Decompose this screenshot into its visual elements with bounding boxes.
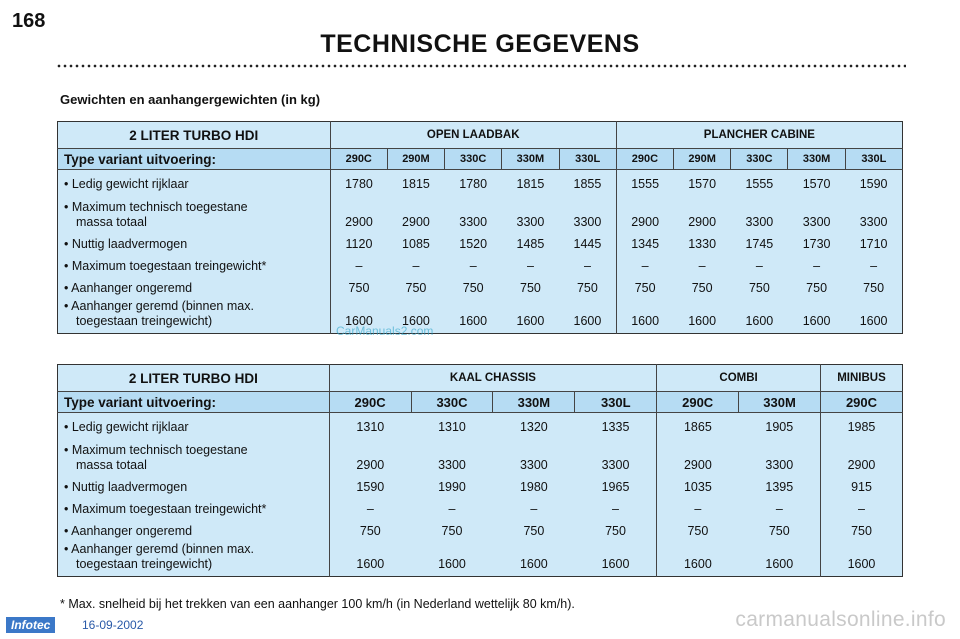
variant-cell: 290C bbox=[657, 392, 739, 413]
weights-table-open-laadbak-plancher-cabine bbox=[57, 121, 903, 334]
value-cell: 1815 bbox=[402, 176, 430, 191]
variant-cell: 330C bbox=[731, 149, 788, 170]
table-row bbox=[58, 473, 903, 495]
value-cell: 1600 bbox=[402, 314, 430, 328]
row-label-line: • Nuttig laadvermogen bbox=[64, 236, 188, 251]
row-label-line: • Aanhanger ongeremd bbox=[64, 523, 193, 538]
row-label bbox=[58, 473, 330, 495]
variant-cell: 330C bbox=[445, 149, 502, 170]
value-cell: 915 bbox=[851, 479, 872, 494]
value-cell: 750 bbox=[520, 280, 541, 295]
value-cell: 3300 bbox=[459, 214, 488, 229]
value-cell: 750 bbox=[523, 523, 545, 538]
value-cell: 1815 bbox=[516, 176, 545, 191]
variant-cell: 330L bbox=[575, 392, 657, 413]
table-row bbox=[58, 252, 903, 274]
value-cell: 1345 bbox=[631, 236, 660, 251]
table-row bbox=[58, 192, 903, 230]
row-label-line: • Nuttig laadvermogen bbox=[64, 479, 188, 494]
variant-cell: 290C bbox=[330, 149, 387, 170]
table-row bbox=[58, 274, 903, 296]
table-row bbox=[58, 230, 903, 252]
watermark-carmanuals: CarManuals2.com bbox=[336, 324, 434, 338]
row-label bbox=[58, 274, 331, 296]
value-cell: 1780 bbox=[345, 176, 373, 191]
row-label bbox=[58, 517, 330, 539]
row-label bbox=[58, 413, 330, 435]
value-cell: 1485 bbox=[516, 236, 545, 251]
value-cell: 1600 bbox=[683, 557, 712, 571]
value-cell: 1710 bbox=[859, 236, 888, 251]
value-cell: – bbox=[366, 501, 374, 516]
value-cell: 750 bbox=[559, 274, 616, 296]
row-label bbox=[58, 252, 331, 274]
value-cell: 750 bbox=[575, 517, 657, 539]
row-label bbox=[58, 296, 331, 334]
value-cell: 3300 bbox=[859, 214, 888, 229]
value-cell: 1600 bbox=[745, 314, 774, 328]
row-label-line: massa totaal bbox=[76, 214, 147, 229]
row-label-line: • Maximum technisch toegestane bbox=[64, 199, 248, 214]
value-cell: 1085 bbox=[402, 236, 430, 251]
page-number: 168 bbox=[12, 10, 46, 32]
value-cell: 2900 bbox=[683, 457, 712, 472]
variant-cell: 330L bbox=[845, 149, 902, 170]
value-cell: 750 bbox=[806, 280, 828, 295]
value-cell: 750 bbox=[691, 280, 713, 295]
page-title: TECHNISCHE GEGEVENS bbox=[320, 30, 640, 58]
variant-cell: 290M bbox=[674, 149, 731, 170]
site-watermark: carmanualsonline.info bbox=[735, 608, 946, 631]
value-cell: – bbox=[813, 258, 821, 273]
row-label-line: • Maximum toegestaan treingewicht* bbox=[64, 501, 267, 516]
group-header-kaal-chassis: KAAL CHASSIS bbox=[329, 365, 657, 392]
value-cell: 2900 bbox=[402, 214, 430, 229]
value-cell: 1980 bbox=[519, 479, 548, 494]
value-cell: 1865 bbox=[683, 419, 712, 434]
value-cell: – bbox=[755, 258, 763, 273]
value-cell: 3300 bbox=[516, 214, 545, 229]
value-cell: 1745 bbox=[745, 236, 774, 251]
value-cell: 750 bbox=[687, 523, 709, 538]
value-cell: 1330 bbox=[688, 236, 717, 251]
value-cell: 3300 bbox=[739, 435, 821, 473]
value-cell: – bbox=[448, 501, 456, 516]
value-cell: 1035 bbox=[683, 479, 712, 494]
value-cell: – bbox=[526, 258, 534, 273]
value-cell: 750 bbox=[748, 280, 770, 295]
value-cell: – bbox=[858, 501, 865, 516]
row-label-line: • Maximum toegestaan treingewicht* bbox=[64, 258, 267, 273]
value-cell: 1855 bbox=[559, 170, 616, 192]
row-label-line: • Maximum technisch toegestane bbox=[64, 442, 248, 457]
value-cell: 1600 bbox=[459, 314, 488, 328]
variant-cell: 330L bbox=[559, 149, 616, 170]
value-cell: – bbox=[870, 258, 878, 273]
row-label-line: • Aanhanger ongeremd bbox=[64, 280, 193, 295]
table-row bbox=[58, 495, 903, 517]
value-cell: – bbox=[739, 495, 821, 517]
variant-cell: 290C bbox=[616, 149, 673, 170]
row-label-line: toegestaan treingewicht) bbox=[76, 557, 213, 571]
footnote: * Max. snelheid bij het trekken van een aanhanger 100 km/h (in Nederland wettelijk 80 km/h). bbox=[60, 597, 575, 611]
value-cell: 1600 bbox=[575, 539, 657, 577]
row-label bbox=[58, 435, 330, 473]
value-cell: – bbox=[559, 252, 616, 274]
value-cell: 1590 bbox=[859, 176, 888, 191]
value-cell: 750 bbox=[634, 280, 656, 295]
table-row bbox=[58, 170, 903, 192]
value-cell: 1600 bbox=[438, 557, 466, 571]
value-cell: 1985 bbox=[847, 419, 876, 434]
value-cell: 750 bbox=[405, 280, 427, 295]
value-cell: – bbox=[412, 258, 420, 273]
row-label bbox=[58, 170, 331, 192]
value-cell: 3300 bbox=[802, 214, 831, 229]
value-cell: 1120 bbox=[345, 236, 373, 251]
variant-cell: 330M bbox=[502, 149, 559, 170]
value-cell: 750 bbox=[863, 280, 885, 295]
infotec-logo: Infotec bbox=[6, 617, 55, 633]
value-cell: 1600 bbox=[859, 314, 888, 328]
value-cell: 1600 bbox=[519, 557, 548, 571]
value-cell: 1600 bbox=[345, 314, 373, 328]
section-subtitle: Gewichten en aanhangergewichten (in kg) bbox=[60, 92, 321, 107]
value-cell: 1600 bbox=[802, 314, 831, 328]
value-cell: 1445 bbox=[559, 230, 616, 252]
value-cell: 750 bbox=[441, 523, 463, 538]
variant-cell: 330M bbox=[739, 392, 821, 413]
variant-header-row bbox=[58, 149, 903, 170]
row-label bbox=[58, 539, 330, 577]
value-cell: 1730 bbox=[802, 236, 831, 251]
table-row bbox=[58, 517, 903, 539]
table1-body bbox=[58, 170, 903, 334]
variant-label: Type variant uitvoering: bbox=[58, 149, 331, 170]
value-cell: 750 bbox=[851, 523, 872, 538]
value-cell: 3300 bbox=[519, 457, 548, 472]
value-cell: 1320 bbox=[519, 419, 548, 434]
variant-cell: 330C bbox=[411, 392, 493, 413]
value-cell: 1335 bbox=[575, 413, 657, 435]
value-cell: 1600 bbox=[631, 314, 660, 328]
value-cell: 1990 bbox=[438, 479, 466, 494]
value-cell: 2900 bbox=[688, 214, 717, 229]
group-header-plancher-cabine: PLANCHER CABINE bbox=[616, 122, 902, 149]
row-label-line: • Aanhanger geremd (binnen max. bbox=[64, 299, 254, 313]
table2-body bbox=[58, 413, 903, 577]
dotted-divider bbox=[56, 64, 906, 68]
variant-cell: 290C bbox=[820, 392, 902, 413]
value-cell: 1570 bbox=[688, 176, 717, 191]
variant-cell: 330M bbox=[788, 149, 845, 170]
value-cell: 3300 bbox=[559, 192, 616, 230]
value-cell: 2900 bbox=[847, 457, 876, 472]
row-label-line: • Ledig gewicht rijklaar bbox=[64, 419, 189, 434]
value-cell: 1310 bbox=[356, 419, 385, 434]
weights-table-kaal-chassis-combi-minibus bbox=[57, 364, 903, 577]
group-header-minibus: MINIBUS bbox=[820, 365, 902, 392]
value-cell: – bbox=[355, 258, 363, 273]
value-cell: 1310 bbox=[438, 419, 466, 434]
row-label bbox=[58, 230, 331, 252]
value-cell: 750 bbox=[359, 523, 381, 538]
value-cell: 3300 bbox=[438, 457, 466, 472]
value-cell: 1520 bbox=[459, 236, 488, 251]
row-label bbox=[58, 192, 331, 230]
value-cell: 1570 bbox=[802, 176, 831, 191]
engine-header: 2 LITER TURBO HDI bbox=[58, 365, 330, 392]
value-cell: 1555 bbox=[631, 176, 660, 191]
value-cell: 1395 bbox=[739, 473, 821, 495]
value-cell: 1965 bbox=[575, 473, 657, 495]
value-cell: 750 bbox=[739, 517, 821, 539]
value-cell: – bbox=[469, 258, 477, 273]
value-cell: 1600 bbox=[847, 557, 876, 571]
value-cell: 3300 bbox=[575, 435, 657, 473]
value-cell: 3300 bbox=[745, 214, 774, 229]
table-group-header bbox=[58, 365, 903, 392]
row-label-line: • Ledig gewicht rijklaar bbox=[64, 176, 189, 191]
group-header-combi: COMBI bbox=[657, 365, 821, 392]
value-cell: 1590 bbox=[356, 479, 385, 494]
row-label-line: massa totaal bbox=[76, 457, 147, 472]
value-cell: 1905 bbox=[739, 413, 821, 435]
value-cell: – bbox=[698, 258, 706, 273]
value-cell: 1600 bbox=[356, 557, 385, 571]
variant-cell: 330M bbox=[493, 392, 575, 413]
engine-header: 2 LITER TURBO HDI bbox=[58, 122, 331, 149]
value-cell: – bbox=[575, 495, 657, 517]
value-cell: – bbox=[530, 501, 538, 516]
value-cell: 750 bbox=[348, 280, 370, 295]
value-cell: 1600 bbox=[739, 539, 821, 577]
variant-cell: 290M bbox=[387, 149, 444, 170]
table-row bbox=[58, 413, 903, 435]
value-cell: 2900 bbox=[345, 214, 373, 229]
value-cell: 1555 bbox=[745, 176, 774, 191]
variant-label: Type variant uitvoering: bbox=[58, 392, 330, 413]
value-cell: 1600 bbox=[559, 296, 616, 334]
footer-date: 16-09-2002 bbox=[82, 618, 144, 632]
row-label-line: • Aanhanger geremd (binnen max. bbox=[64, 542, 254, 556]
value-cell: – bbox=[694, 501, 702, 516]
variant-cell: 290C bbox=[329, 392, 411, 413]
value-cell: 1600 bbox=[516, 314, 545, 328]
row-label bbox=[58, 495, 330, 517]
value-cell: 2900 bbox=[631, 214, 660, 229]
variant-header-row bbox=[58, 392, 903, 413]
table-group-header bbox=[58, 122, 903, 149]
value-cell: 2900 bbox=[356, 457, 385, 472]
value-cell: 750 bbox=[462, 280, 484, 295]
row-label-line: toegestaan treingewicht) bbox=[76, 314, 213, 328]
table-row bbox=[58, 539, 903, 577]
value-cell: 1780 bbox=[459, 176, 488, 191]
table-row bbox=[58, 435, 903, 473]
value-cell: 1600 bbox=[688, 314, 717, 328]
table-row bbox=[58, 296, 903, 334]
value-cell: – bbox=[641, 258, 649, 273]
group-header-open-laadbak: OPEN LAADBAK bbox=[330, 122, 616, 149]
